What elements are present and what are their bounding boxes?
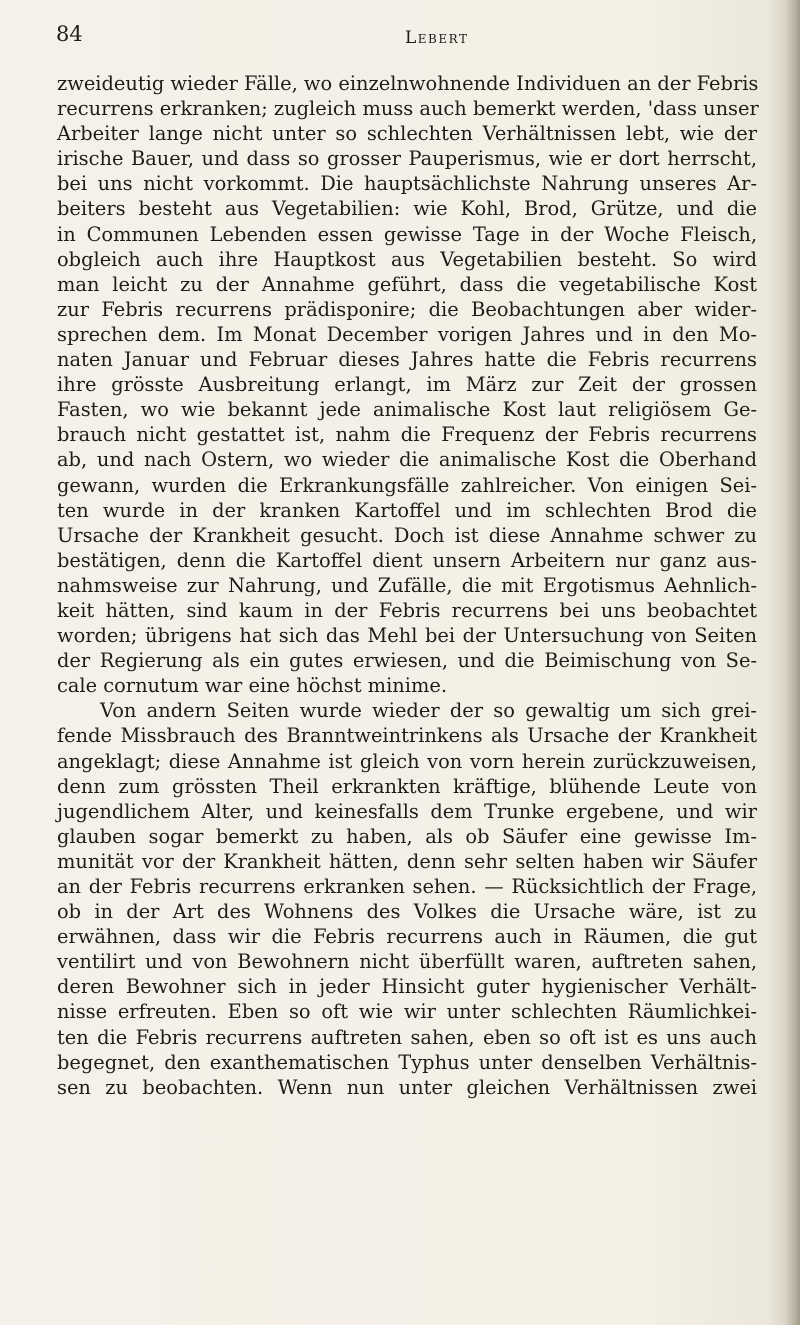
text-line: in Communen Lebenden essen gewisse Tage in der Woche Fleisch,	[57, 222, 757, 246]
running-head: Lebert	[405, 28, 469, 48]
page-number: 84	[56, 22, 83, 46]
text-line: begegnet, den exanthematischen Typhus unter denselben Verhältnis-	[57, 1050, 757, 1074]
text-line: man leicht zu der Annahme geführt, dass die vegetabilische Kost	[57, 272, 757, 296]
text-line: bei uns nicht vorkommt. Die hauptsächlichste Nahrung unseres Ar-	[57, 172, 757, 196]
text-line: nisse erfreuten. Eben so oft wie wir unter schlechten Räumlichkei-	[57, 1000, 757, 1024]
text-line: zur Febris recurrens prädisponire; die Beobachtungen aber wider-	[57, 297, 757, 321]
text-line: Ursache der Krankheit gesucht. Doch ist diese Annahme schwer zu	[57, 523, 757, 547]
text-line: denn zum grössten Theil erkrankten kräftige, blühende Leute von	[57, 774, 757, 798]
text-line: obgleich auch ihre Hauptkost aus Vegetabilien besteht. So wird	[57, 247, 757, 271]
text-line: ten die Febris recurrens auftreten sahen, eben so oft ist es uns auch	[57, 1025, 757, 1049]
paragraph-end-line: cale cornutum war eine höchst minime.	[57, 674, 447, 698]
text-line: worden; übrigens hat sich das Mehl bei der Untersuchung von Seiten	[57, 624, 757, 648]
text-line: ventilirt und von Bewohnern nicht überfüllt waren, auftreten sahen,	[57, 950, 757, 974]
text-line: zweideutig wieder Fälle, wo einzelnwohnende Individuen an der Febris	[57, 72, 759, 95]
text-line: irische Bauer, und dass so grosser Pauperismus, wie er dort herrscht,	[57, 147, 757, 171]
text-line: Arbeiter lange nicht unter so schlechten Verhältnissen lebt, wie der	[57, 122, 757, 146]
text-line: recurrens erkranken; zugleich muss auch bemerkt werden, 'dass unser	[57, 97, 759, 121]
body-text	[57, 71, 757, 1100]
text-line: der Regierung als ein gutes erwiesen, und die Beimischung von Se-	[57, 649, 757, 673]
text-line: ob in der Art des Wohnens des Volkes die Ursache wäre, ist zu	[57, 900, 757, 924]
text-line: erwähnen, dass wir die Febris recurrens auch in Räumen, die gut	[57, 925, 757, 949]
text-line: ab, und nach Ostern, wo wieder die animalische Kost die Oberhand	[57, 448, 757, 472]
text-line: brauch nicht gestattet ist, nahm die Frequenz der Febris recurrens	[57, 423, 757, 447]
text-line: beiters besteht aus Vegetabilien: wie Kohl, Brod, Grütze, und die	[57, 197, 757, 221]
text-line: Fasten, wo wie bekannt jede animalische Kost laut religiösem Ge-	[57, 398, 757, 422]
text-line: nahmsweise zur Nahrung, und Zufälle, die mit Ergotismus Aehnlich-	[57, 573, 757, 597]
page-header	[0, 22, 800, 62]
text-line: keit hätten, sind kaum in der Febris recurrens bei uns beobachtet	[57, 598, 757, 622]
text-line: an der Febris recurrens erkranken sehen. — Rücksichtlich der Frage,	[57, 875, 757, 898]
text-line: gewann, wurden die Erkrankungsfälle zahlreicher. Von einigen Sei-	[57, 473, 757, 497]
text-line: ihre grösste Ausbreitung erlangt, im März zur Zeit der grossen	[57, 373, 757, 397]
text-line: sen zu beobachten. Wenn nun unter gleichen Verhältnissen zwei	[57, 1075, 757, 1099]
page-edge-shadow	[786, 0, 800, 1325]
paragraph-start-line: Von andern Seiten wurde wieder der so gewaltig um sich grei-	[100, 699, 757, 723]
text-line: jugendlichem Alter, und keinesfalls dem Trunke ergebene, und wir	[57, 799, 757, 823]
text-line: naten Januar und Februar dieses Jahres hatte die Febris recurrens	[57, 348, 757, 372]
text-line: fende Missbrauch des Branntweintrinkens als Ursache der Krankheit	[57, 724, 757, 748]
text-line: glauben sogar bemerkt zu haben, als ob Säufer eine gewisse Im-	[57, 824, 757, 848]
text-line: sprechen dem. Im Monat December vorigen Jahres und in den Mo-	[57, 322, 757, 346]
text-line: ten wurde in der kranken Kartoffel und im schlechten Brod die	[57, 498, 757, 522]
text-line: angeklagt; diese Annahme ist gleich von vorn herein zurückzuweisen,	[57, 749, 757, 773]
text-line: bestätigen, denn die Kartoffel dient unsern Arbeitern nur ganz aus-	[57, 548, 757, 572]
text-line: deren Bewohner sich in jeder Hinsicht guter hygienischer Verhält-	[57, 975, 757, 999]
text-line: munität vor der Krankheit hätten, denn sehr selten haben wir Säufer	[57, 849, 757, 873]
